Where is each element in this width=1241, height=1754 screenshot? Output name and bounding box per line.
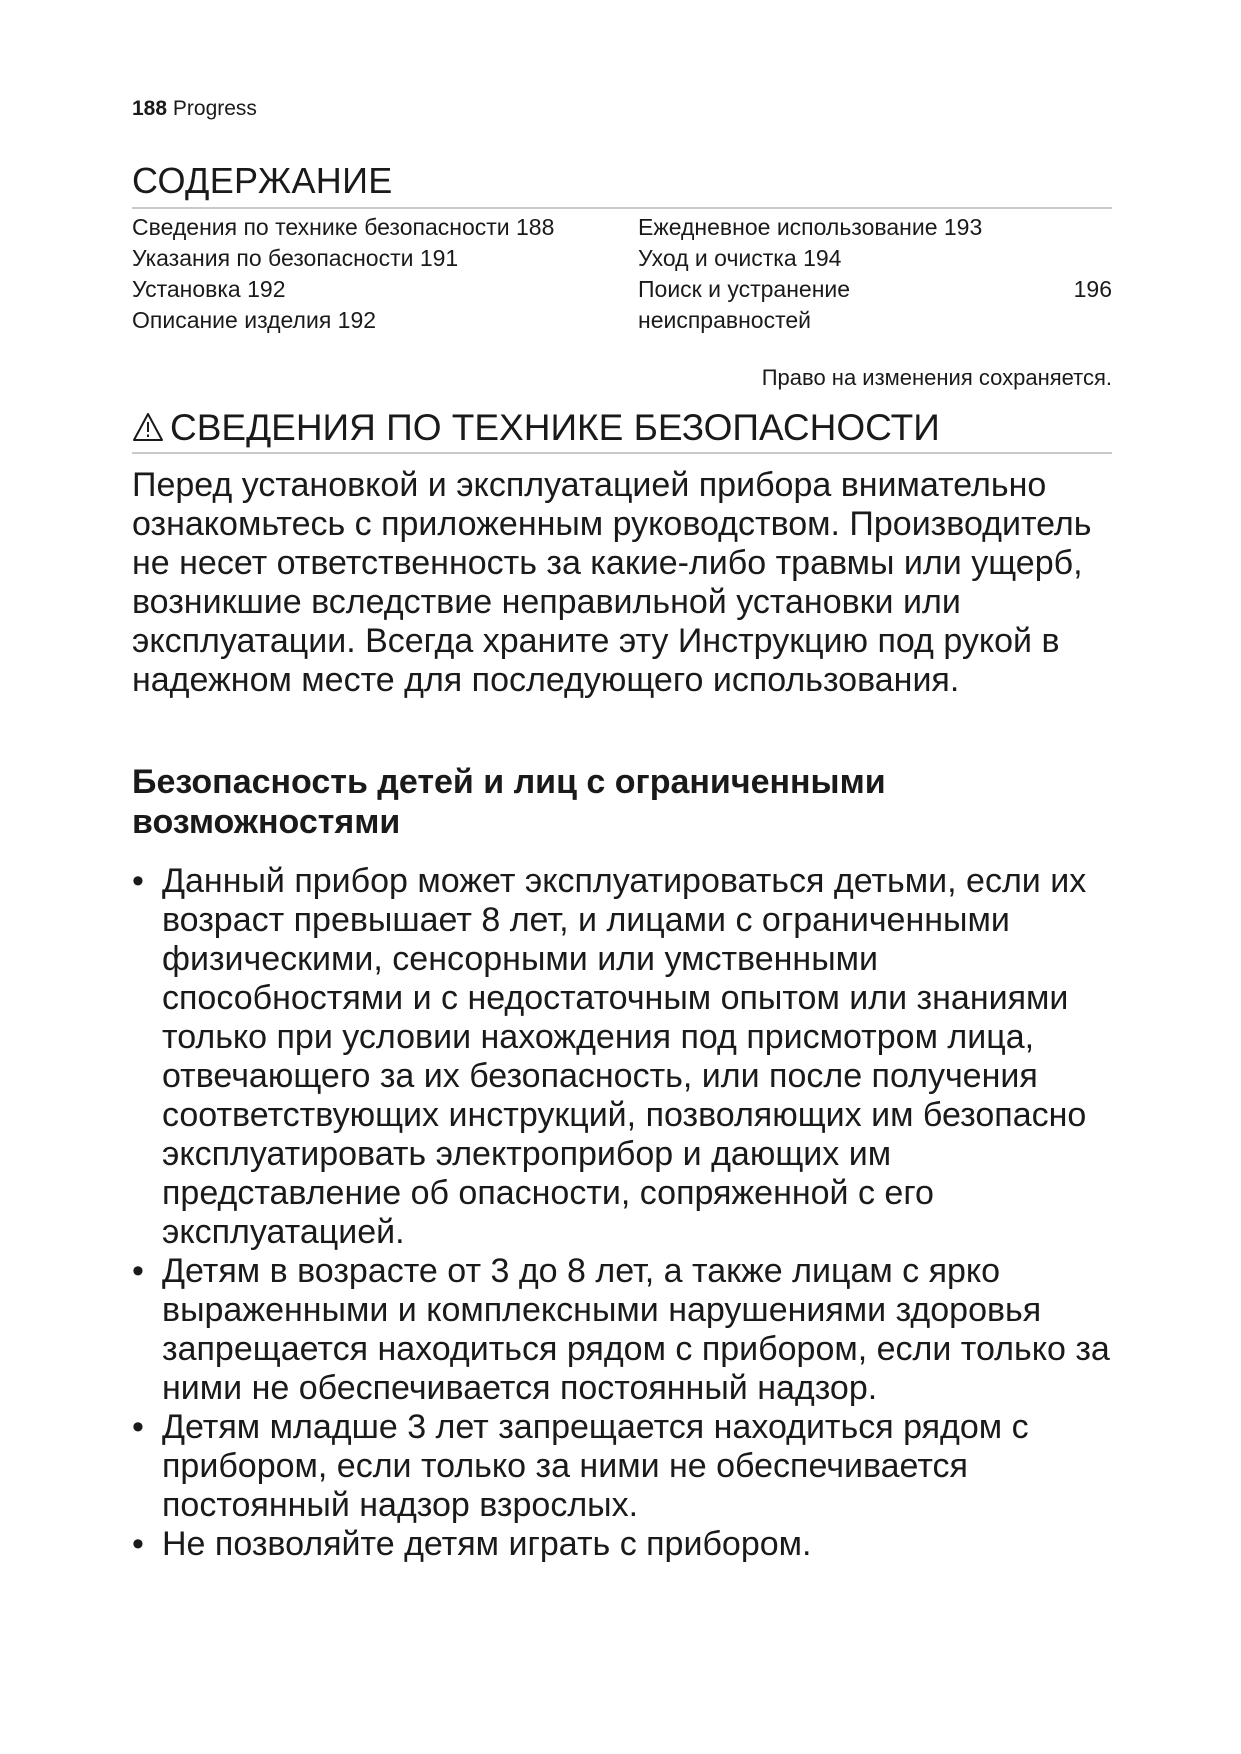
toc-item[interactable]	[132, 274, 612, 305]
toc-item-page: 188	[516, 214, 555, 240]
toc-item-page: 192	[337, 307, 377, 333]
page-header	[132, 96, 257, 122]
brand-name: Progress	[172, 97, 257, 120]
toc-item-label: Сведения по технике безопасности	[132, 214, 510, 240]
toc-item-page: 192	[247, 276, 286, 302]
rights-reserved-note: Право на изменения сохраняется.	[761, 365, 1112, 390]
bullet-marker: •	[132, 1525, 144, 1563]
subsection-title: Безопасность детей и лиц с ограниченными возможностями	[132, 763, 886, 841]
toc-divider	[132, 207, 1112, 209]
section-divider	[132, 452, 1112, 454]
toc-item-page: 194	[803, 245, 842, 271]
list-item-text: Детям в возрасте от 3 до 8 лет, а также лицам с ярко выраженными и комплексными нарушениями здоровья запрещается находиться рядом с прибором, если только за ними не обеспечивается постоянный надзор.	[162, 1252, 1110, 1407]
toc-item-label: Установка	[132, 276, 241, 302]
toc-column-left	[132, 212, 612, 336]
toc-item-label: Описание изделия	[132, 307, 332, 333]
section-title	[132, 406, 940, 452]
list-item-text: Не позволяйте детям играть с прибором.	[162, 1525, 812, 1563]
toc-column-right	[638, 212, 1112, 336]
list-item-text: Данный прибор может эксплуатироваться детьми, если их возраст превышает 8 лет, и лицами с ограниченными физическими, сенсорными или умственными способностями и с недостаточным опытом или знаниями только при условии нахождения под присмотром лица, отвечающего за их безопасность, или после получения соответствующих инструкций, позволяющих им безопасно эксплуатировать электроприбор и дающих им представление об опасности, сопряженной с его эксплуатацией.	[162, 862, 1087, 1251]
toc-item-page: 196	[1073, 276, 1112, 302]
toc-item-label: Указания по безопасности	[132, 245, 414, 271]
bullet-marker: •	[132, 862, 144, 900]
toc-item-page: 193	[943, 214, 983, 240]
list-item-text: Детям младше 3 лет запрещается находиться рядом с прибором, если только за ними не обеспечивается постоянный надзор взрослых.	[162, 1408, 1029, 1524]
toc-item[interactable]	[638, 243, 1112, 274]
toc-item-continued[interactable]	[638, 305, 1112, 336]
page-number: 188	[132, 97, 168, 120]
list-item	[132, 1408, 1122, 1525]
toc-item[interactable]	[132, 243, 612, 274]
toc-item-label: Ежедневное использование	[638, 214, 938, 240]
section-title-text: СВЕДЕНИЯ ПО ТЕХНИКЕ БЕЗОПАСНОСТИ	[170, 407, 940, 448]
toc-item[interactable]	[638, 274, 1112, 305]
toc-item-label: Поиск и устранение	[638, 276, 851, 302]
toc-item-label-continued: неисправностей	[638, 307, 812, 333]
toc-item[interactable]	[132, 212, 612, 243]
toc-item[interactable]	[132, 305, 612, 336]
toc-item-label: Уход и очистка	[638, 245, 797, 271]
bullet-marker: •	[132, 1408, 144, 1446]
list-item	[132, 862, 1122, 1252]
bullet-marker: •	[132, 1252, 144, 1290]
toc-item[interactable]	[638, 212, 1112, 243]
list-item	[132, 1252, 1122, 1408]
warning-triangle-icon	[132, 408, 164, 452]
intro-paragraph: Перед установкой и эксплуатацией прибора внимательно ознакомьтесь с приложенным руководством. Производитель не несет ответственность за какие-либо травмы или ущерб, возникшие вследствие неправильной установки или эксплуатации. Всегда храните эту Инструкцию под рукой в надежном месте для последующего использования.	[132, 466, 1092, 699]
toc-title: СОДЕРЖАНИЕ	[132, 160, 393, 201]
toc-item-page: 191	[419, 245, 459, 271]
list-item	[132, 1525, 1122, 1564]
safety-bullet-list	[132, 862, 1122, 1564]
